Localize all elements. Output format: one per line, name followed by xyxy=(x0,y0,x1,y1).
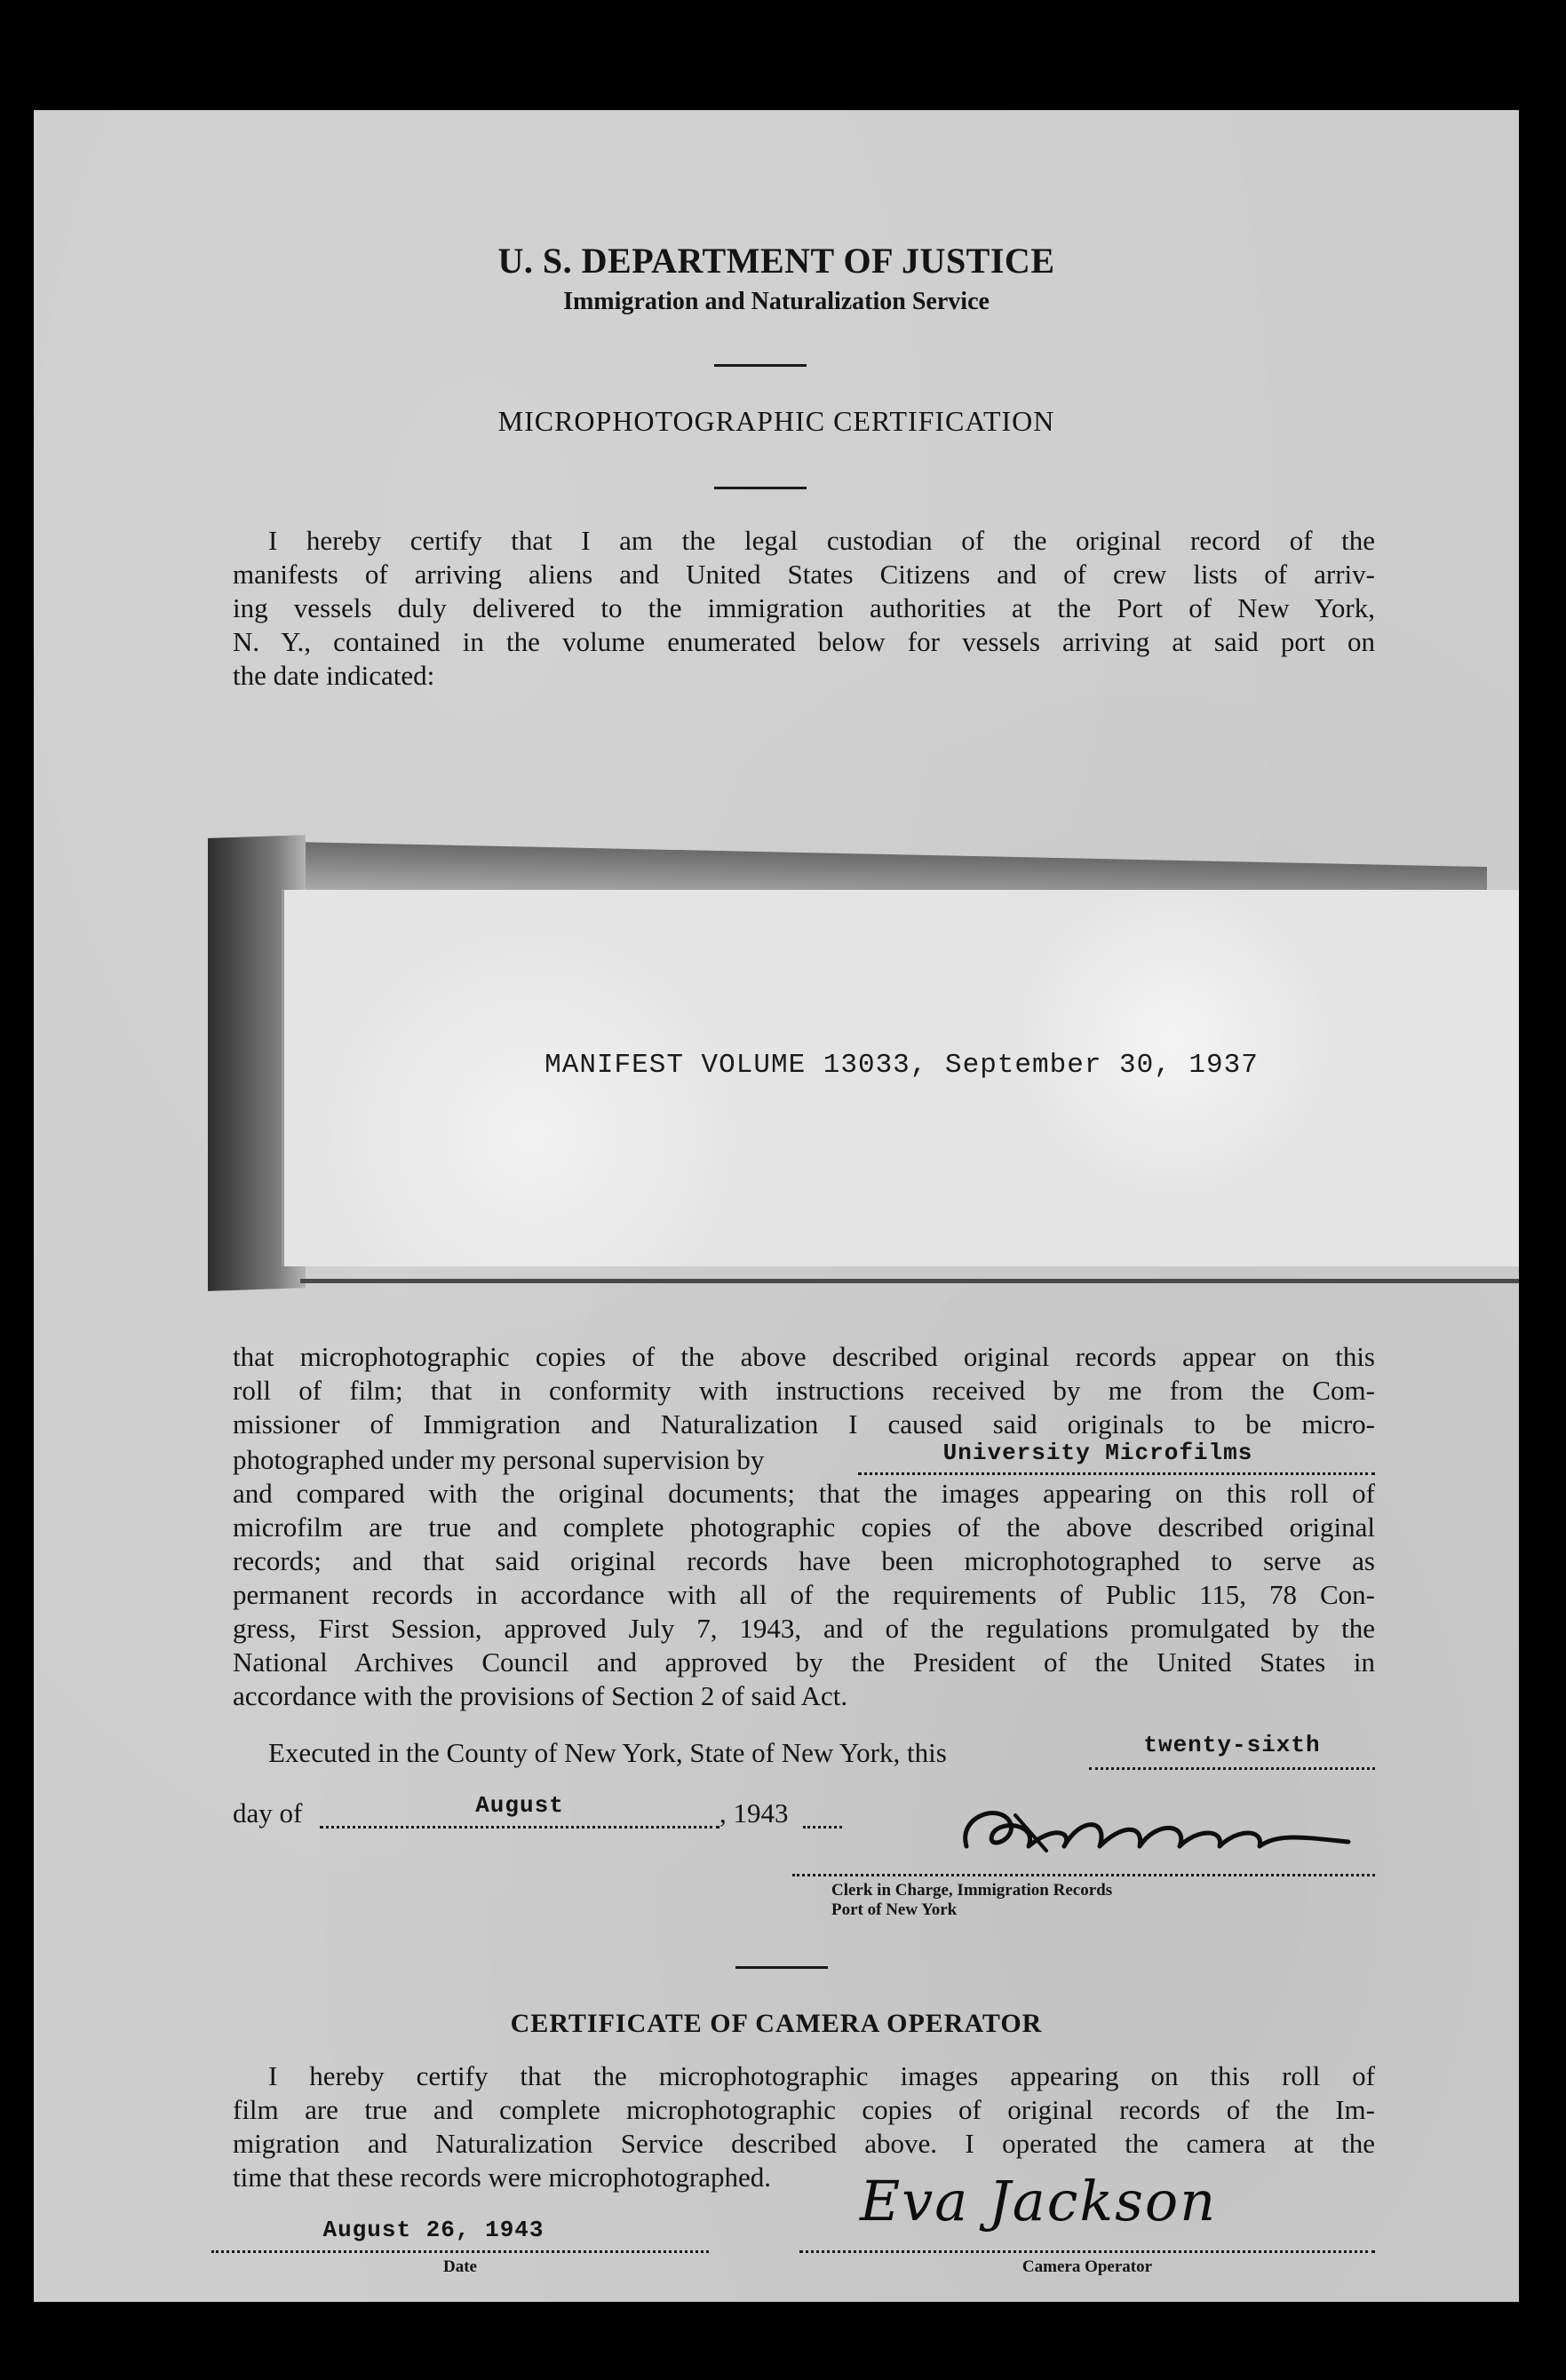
month-value: August xyxy=(475,1792,564,1819)
body-line: microfilm are true and complete photographic copies of the above described original xyxy=(233,1511,1375,1543)
body-line: missioner of Immigration and Naturalization I caused said originals to be micro- xyxy=(233,1408,1375,1440)
camera-operator-heading: CERTIFICATE OF CAMERA OPERATOR xyxy=(510,2009,1043,2038)
camera-date-value: August 26, 1943 xyxy=(322,2217,545,2243)
day-ordinal: twenty-sixth xyxy=(1143,1732,1321,1758)
manifest-insert-slip xyxy=(284,890,1519,1266)
clerk-title-line2: Port of New York xyxy=(831,1900,958,1919)
intro-line: N. Y., contained in the volume enumerated below for vessels arriving at said port on xyxy=(233,626,1375,657)
day-dotted-line xyxy=(1089,1767,1375,1770)
body-line: National Archives Council and approved by the President of the United States in xyxy=(233,1646,1375,1678)
date-dotted-line xyxy=(211,2250,709,2253)
body-line: records; and that said original records have been microphotographed to serve as xyxy=(233,1545,1375,1576)
camera-line: time that these records were microphotographed. xyxy=(233,2162,771,2193)
execution-prefix: Executed in the County of New York, State of New York, this xyxy=(268,1737,947,1768)
body-line: that microphotographic copies of the above described original records appear on this xyxy=(233,1341,1375,1372)
manifest-volume-text: MANIFEST VOLUME 13033, September 30, 1937 xyxy=(545,1050,1259,1081)
camera-operator-signature: Eva Jackson xyxy=(860,2169,1218,2233)
operator-dotted-line xyxy=(799,2250,1375,2253)
body-line: permanent records in accordance with all of the requirements of Public 115, 78 Con- xyxy=(233,1579,1375,1610)
clerk-signature-dotted-line xyxy=(792,1874,1375,1876)
intro-line: manifests of arriving aliens and United States Citizens and of crew lists of arriv- xyxy=(233,559,1375,590)
intro-line: I hereby certify that I am the legal custodian of the original record of the xyxy=(268,525,1375,556)
body-line: roll of film; that in conformity with instructions received by me from the Com- xyxy=(233,1375,1375,1406)
photographer-dotted-line xyxy=(858,1472,1375,1475)
section-divider xyxy=(735,1966,828,1969)
header-divider xyxy=(714,364,807,367)
photographer-prefix: photographed under my personal supervision by xyxy=(233,1444,765,1475)
body-line: and compared with the original documents; that the images appearing on this roll of xyxy=(233,1478,1375,1509)
body-line: accordance with the provisions of Section 2 of said Act. xyxy=(233,1680,848,1711)
slip-edge xyxy=(300,1279,1519,1283)
clerk-signature xyxy=(931,1797,1375,1868)
body-line: gress, First Session, approved July 7, 1943, and of the regulations promulgated by the xyxy=(233,1613,1375,1644)
photographer-name: University Microfilms xyxy=(942,1440,1253,1466)
department-heading: U. S. DEPARTMENT OF JUSTICE xyxy=(497,241,1055,281)
camera-line: I hereby certify that the microphotographic images appearing on this roll of xyxy=(268,2060,1375,2091)
intro-line: ing vessels duly delivered to the immigration authorities at the Port of New York, xyxy=(233,592,1375,623)
service-subheading: Immigration and Naturalization Service xyxy=(563,288,990,315)
day-of-label: day of xyxy=(233,1797,303,1829)
camera-operator-label: Camera Operator xyxy=(1021,2257,1153,2276)
certificate-sheet xyxy=(34,110,1519,2302)
intro-line: the date indicated: xyxy=(233,660,435,691)
camera-line: film are true and complete microphotographic copies of original records of the Im- xyxy=(233,2094,1375,2125)
clerk-title-line1: Clerk in Charge, Immigration Records xyxy=(831,1881,1113,1900)
month-dotted-line xyxy=(320,1826,719,1829)
form-title: MICROPHOTOGRAPHIC CERTIFICATION xyxy=(497,405,1055,437)
year-value: , 1943 xyxy=(719,1797,789,1829)
year-dotted-line xyxy=(803,1826,842,1829)
date-label: Date xyxy=(443,2257,477,2276)
title-divider xyxy=(714,487,807,489)
camera-line: migration and Naturalization Service described above. I operated the camera at the xyxy=(233,2128,1375,2159)
